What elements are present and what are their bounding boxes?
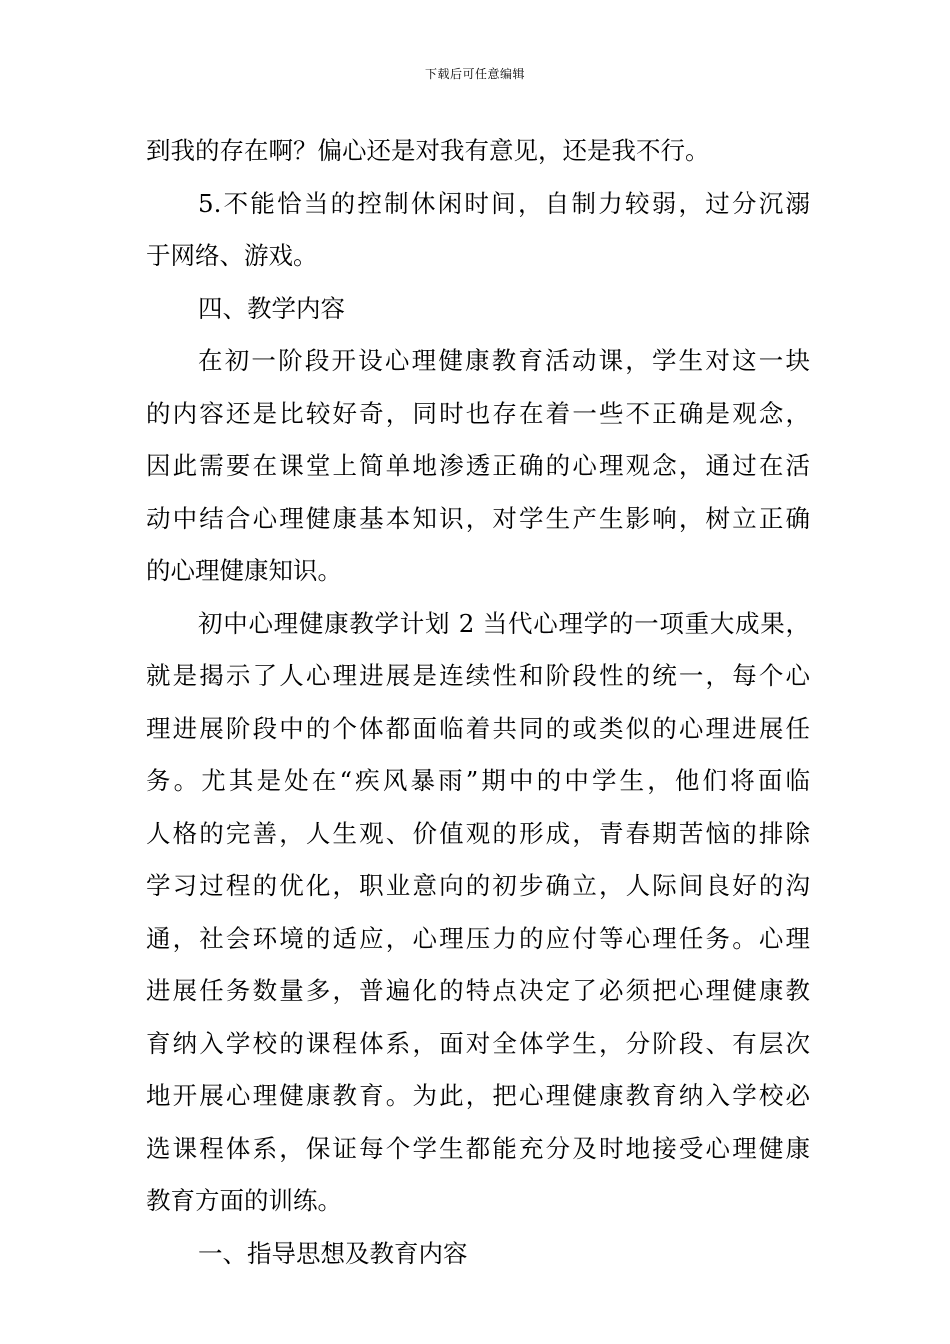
text-line: 在初一阶段开设心理健康教育活动课，学生对这一块 (198, 346, 810, 375)
text-line: 人格的完善，人生观、价值观的形成，青春期苦恼的排除 (146, 818, 810, 848)
text-line: 通，社会环境的适应，心理压力的应付等心理任务。心理 (146, 923, 810, 953)
page-header-note: 下载后可任意编辑 (424, 67, 525, 81)
text-line: 动中结合心理健康基本知识，对学生产生影响，树立正确 (146, 503, 810, 533)
text-line: 的心理健康知识。 (146, 556, 342, 585)
text-line: 初中心理健康教学计划 2 当代心理学的一项重大成果， (198, 608, 810, 638)
text-line: 理进展阶段中的个体都面临着共同的或类似的心理进展任 (146, 713, 810, 743)
text-line: 地开展心理健康教育。为此，把心理健康教育纳入学校必 (146, 1081, 810, 1110)
text-line: 就是揭示了人心理进展是连续性和阶段性的统一，每个心 (146, 661, 810, 690)
text-line: 5.不能恰当的控制休闲时间，自制力较弱，过分沉溺 (198, 188, 810, 218)
text-line: 的内容还是比较好奇，同时也存在着一些不正确是观念， (146, 398, 810, 428)
text-line: 一、指导思想及教育内容 (198, 1238, 468, 1268)
text-line: 选课程体系，保证每个学生都能充分及时地接受心理健康 (146, 1133, 810, 1163)
document-body (146, 125, 810, 1280)
text-line: 育纳入学校的课程体系，面对全体学生，分阶段、有层次 (146, 1028, 810, 1058)
text-line: 教育方面的训练。 (146, 1186, 342, 1215)
text-line: 四、教学内容 (198, 293, 345, 323)
text-line: 到我的存在啊？偏心还是对我有意见，还是我不行。 (146, 136, 710, 165)
text-line: 学习过程的优化，职业意向的初步确立，人际间良好的沟 (146, 871, 810, 900)
text-line: 务。尤其是处在“疾风暴雨”期中的中学生，他们将面临 (146, 766, 810, 795)
text-line: 因此需要在课堂上简单地渗透正确的心理观念，通过在活 (146, 451, 810, 480)
text-line: 进展任务数量多，普遍化的特点决定了必须把心理健康教 (146, 976, 810, 1005)
text-line: 于网络、游戏。 (146, 241, 318, 270)
